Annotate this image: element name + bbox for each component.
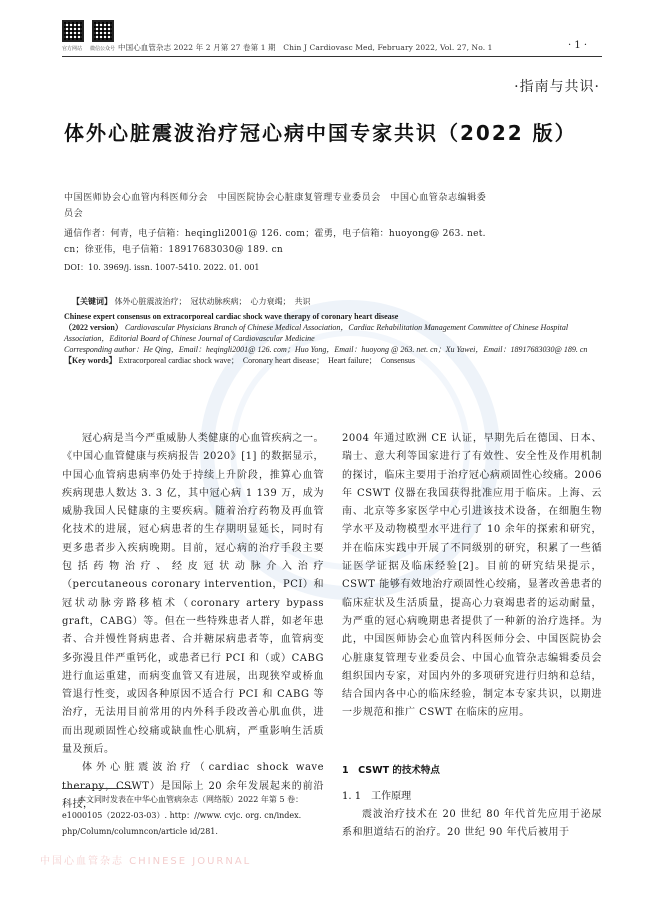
- english-authors: Cardiovascular Physicians Branch of Chinese Medical Association，Cardiac Rehabilitation Management Committee of Chinese Hospital Association，Editorial Board of Chinese Journal of Cardiovascular Medicine: [64, 323, 569, 343]
- footnote-rule: [62, 788, 132, 789]
- qr-label-wechat: 微信公众号: [90, 46, 116, 52]
- footnote: 本文同时发表在中华心血管病杂志（网络版）2022 年第 5 卷：e1000105（2022-03-03）. http：//www. cvjc. org. cn/index. php/Column/columncon/article id/281.: [62, 795, 304, 836]
- body-paragraph: 冠心病是当今严重威胁人类健康的心血管疾病之一。《中国心血管健康与疾病报告 2020》[1] 的数据显示，中国心血管病患病率仍处于持续上升阶段，推算心血管疾病现患人数达 3. 3 亿，其中冠心病 1 139 万，成为威胁我国人民健康的主要疾病。随着治疗药物及再血管化技术的进展，冠心病患者的生存期明显延长，同时有更多患者步入疾病晚期。目前，冠心病的治疗手段主要包括药物治疗、经皮冠状动脉介入治疗（percutaneous coronary intervention，PCI）和冠状动脉旁路移植术（coronary artery bypass graft，CABG）等。但在一些特殊患者人群，如老年患者、合并慢性肾病患者、合并糖尿病患者等，血管病变多弥漫且伴严重钙化，或患者已行 PCI 和（或）CABG 进行血运重建，而病变血管又有进展，出现狭窄或桥血管退行性变，或因各种原因不适合行 PCI 和 CABG 等治疗，无法用目前常用的内外科手段改善心肌血供，进而出现顽固性心绞痛或缺血性心肌病，严重影响生活质量及预后。: [62, 433, 324, 756]
- section-tag: ·指南与共识·: [514, 79, 600, 95]
- english-keywords-label: 【Key words】: [64, 356, 117, 365]
- english-abstract: [64, 311, 600, 366]
- qr-code-wechat-icon: [92, 20, 114, 42]
- section-heading-1: 1 CSWT 的技术特点: [342, 765, 440, 776]
- english-keywords: Extracorporeal cardiac shock wave； Coronary heart disease； Heart failure； Consensus: [118, 356, 416, 365]
- english-version: （2022 version）: [64, 323, 123, 332]
- running-head: 中国心血管杂志 2022 年 2 月第 27 卷第 1 期 Chin J Cardiovasc Med, February 2022, Vol. 27, No. 1: [118, 43, 493, 52]
- header-rule: [62, 56, 602, 57]
- page-number: · 1 ·: [568, 40, 588, 51]
- qr-code-website-icon: [62, 20, 84, 42]
- article-title: 体外心脏震波治疗冠心病中国专家共识（2022 版）: [64, 121, 577, 145]
- author-list: 中国医师协会心血管内科医师分会 中国医院协会心脏康复管理专业委员会 中国心血管杂志编辑委员会: [64, 193, 487, 219]
- english-keywords-line: [64, 355, 600, 366]
- keywords-cn-text: 体外心脏震波治疗； 冠状动脉疾病； 心力衰竭； 共识: [114, 297, 311, 306]
- body-column-right-lower: [342, 806, 602, 843]
- qr-label-website: 官方网站: [62, 46, 83, 52]
- keywords-cn: [72, 296, 311, 307]
- doi: DOI：10. 3969/j. issn. 1007-5410. 2022. 01. 001: [64, 263, 260, 272]
- body-column-right: [342, 430, 602, 723]
- english-title: Chinese expert consensus on extracorporeal cardiac shock wave therapy of coronary heart disease: [64, 312, 399, 321]
- body-paragraph: 体外心脏震波治疗（cardiac shock wave therapy，CSWT）是国际上 20 余年发展起来的前沿科技，: [62, 762, 324, 810]
- english-corresponding: Corresponding author：He Qing，Email：heqingli2001@ 126. com；Huo Yong，Email：huoyong @ 263. net. cn；Xu Yawei，Email：18917683030@ 189. cn: [64, 345, 588, 354]
- body-paragraph: 震波治疗技术在 20 世纪 80 年代首先应用于泌尿系和胆道结石的治疗。20 世纪 90 年代后被用于: [342, 809, 602, 839]
- english-authors-line: [64, 322, 600, 344]
- body-column-left: [62, 430, 324, 814]
- footer-journal-logo: 中国心血管杂志 CHINESE JOURNAL: [40, 856, 252, 867]
- body-paragraph: 2004 年通过欧洲 CE 认证，早期先后在德国、日本、瑞士、意大利等国家进行了有效性、安全性及作用机制的探讨，临床主要用于治疗冠心病顽固性心绞痛。2006 年 CSWT 仪器在我国获得批准应用于临床。上海、云南、北京等多家医学中心引进该技术设备，在细胞生物学水平及动物模型水平进行了 10 余年的探索和研究，并在临床实践中开展了不同级别的研究，积累了一些循证医学证据及临床经验[2]。目前的研究结果提示，CSWT 能够有效地治疗顽固性心绞痛，显著改善患者的临床症状及生活质量，提高心力衰竭患者的运动耐量，为严重的冠心病晚期患者提供了一种新的治疗选择。为此，中国医师协会心血管内科医师分会、中国医院协会心脏康复管理专业委员会、中国心血管杂志编辑委员会组织国内专家，对国内外的多项研究进行归纳和总结，结合国内各中心的临床经验，制定本专家共识，以期进一步规范和推广 CSWT 在临床的应用。: [342, 433, 602, 719]
- section-heading-1-1: 1. 1 工作原理: [342, 791, 412, 802]
- corresponding-authors: 通信作者：何青，电子信箱：heqingli2001@ 126. com；霍勇，电子信箱：huoyong@ 263. net. cn；徐亚伟，电子信箱：18917683030@ 189. cn: [64, 229, 486, 255]
- keywords-cn-label: 【关键词】: [72, 297, 112, 306]
